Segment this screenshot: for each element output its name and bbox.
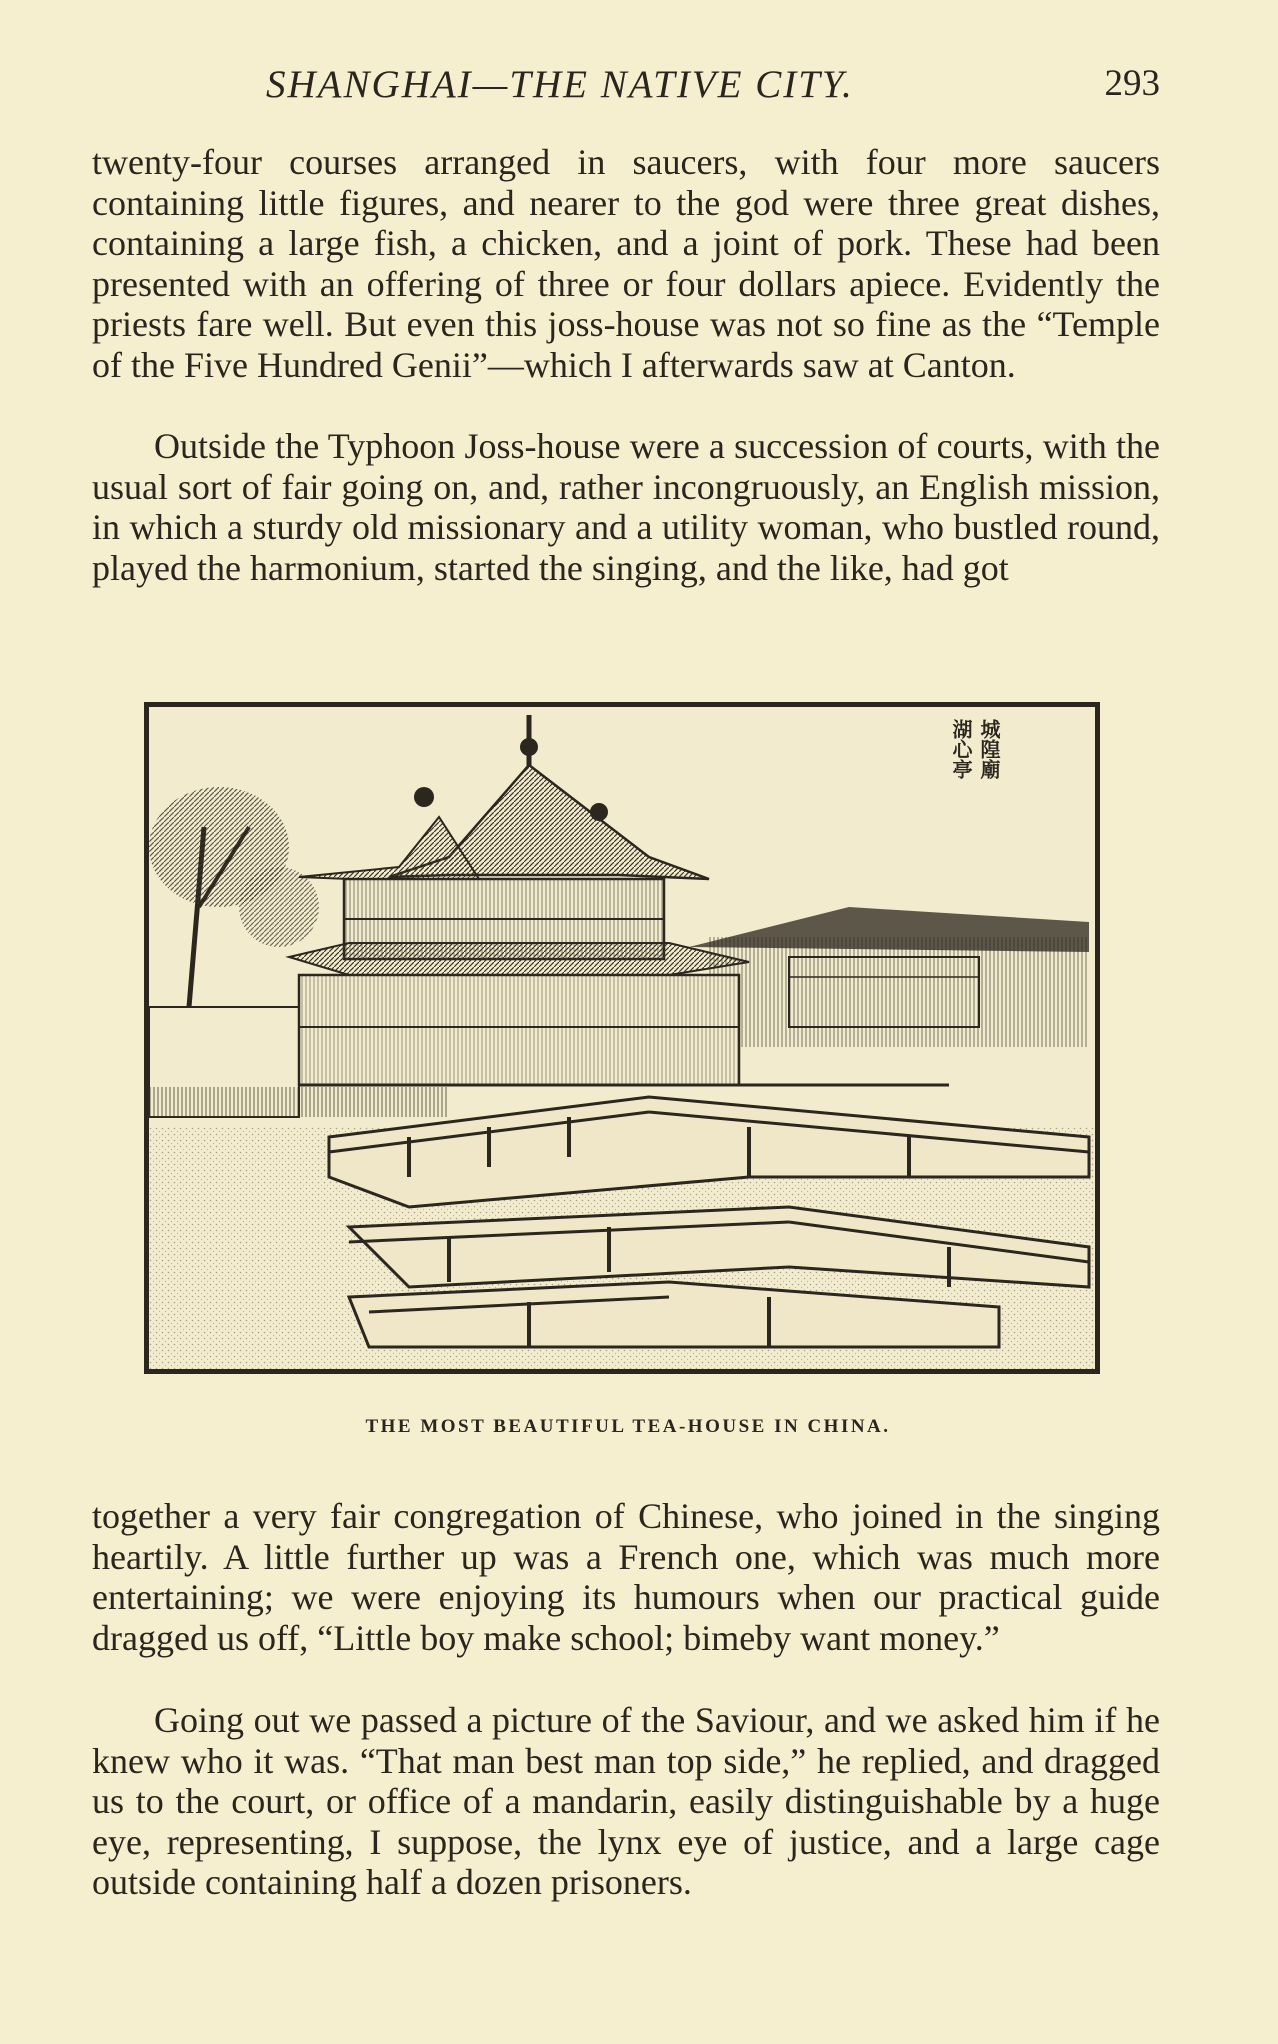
running-head (96, 62, 1160, 112)
inscription-line-2: 湖心亭 (949, 719, 973, 779)
tea-house-illustration (144, 702, 1100, 1374)
paragraph-4: Going out we passed a picture of the Saviour, and we asked him if he knew who it was. “That man best man top side,” he replied, and dragged us to the court, or office of a mandarin, easily distinguishable by a huge eye, representing, I suppose, the lynx eye of justice, and a large cage outside containing half a dozen prisoners. (92, 1700, 1160, 1902)
page-number: 293 (1104, 63, 1160, 104)
tea-house-engraving (149, 707, 1095, 1369)
running-title: SHANGHAI—THE NATIVE CITY. (266, 63, 854, 106)
paragraph-2: Outside the Typhoon Joss-house were a succession of courts, with the usual sort of fair going on, and, rather incongruously, an English mission, in which a sturdy old missionary and a utility woman, who bustled round, played the harmonium, started the singing, and the like, had got (92, 426, 1160, 588)
inscription-line-1: 城隍廟 (977, 719, 1001, 779)
figure-caption: THE MOST BEAUTIFUL TEA-HOUSE IN CHINA. (365, 1416, 891, 1437)
paragraph-1: twenty-four courses arranged in saucers, with four more saucers containing little figures, and nearer to the god were three great dishes, containing a large fish, a chicken, and a joint of pork. These had been presented with an offering of three or four dollars apiece. Evidently the priests fare well. But even this joss-house was not so fine as the “Temple of the Five Hundred Genii”—which I afterwards saw at Canton. (92, 142, 1160, 385)
paragraph-3: together a very fair congregation of Chinese, who joined in the singing heartily. A little further up was a French one, which was much more entertaining; we were enjoying its humours when our practical guide dragged us off, “Little boy make school; bimeby want money.” (92, 1496, 1160, 1658)
